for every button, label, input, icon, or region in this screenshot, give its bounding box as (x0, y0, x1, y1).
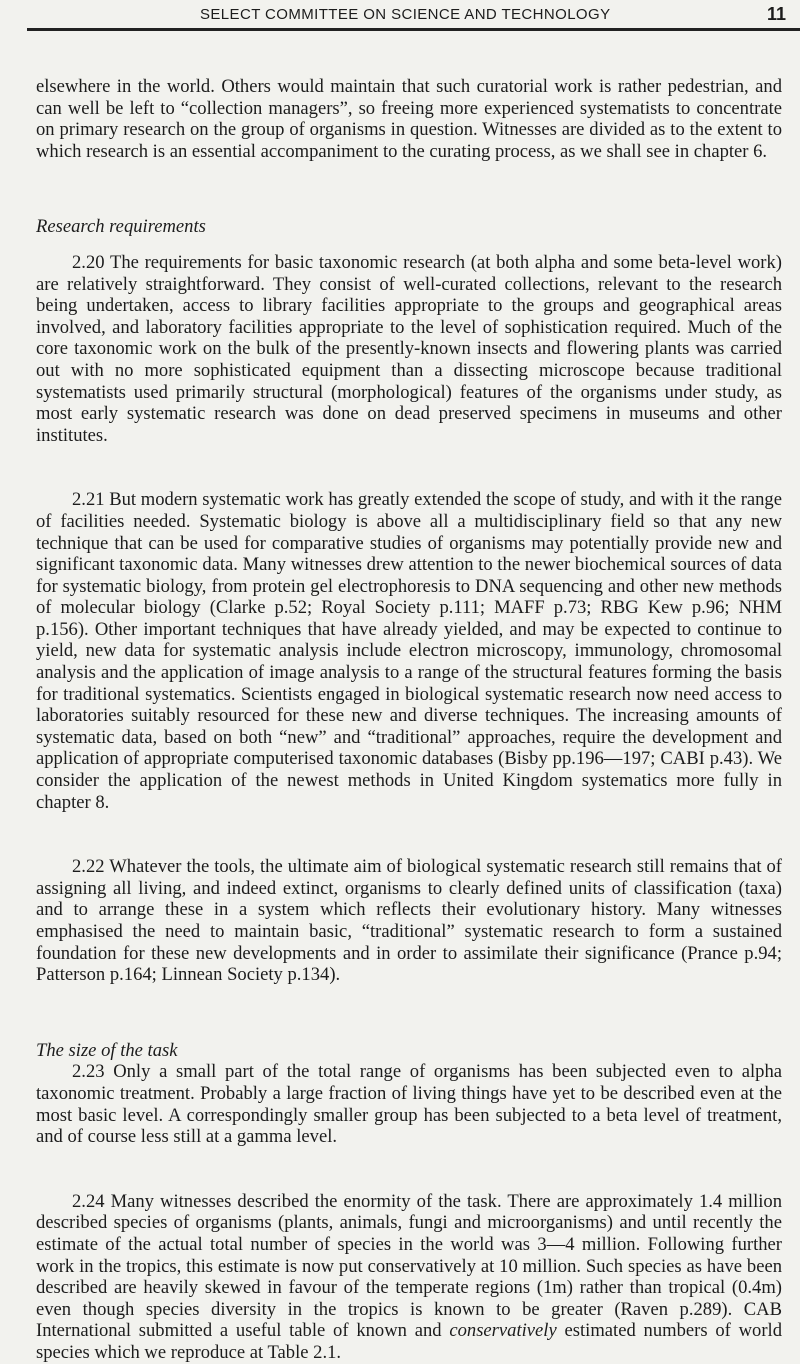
paragraph-2-22: 2.22 Whatever the tools, the ultimate aim of biological systematic research still remains that of assigning all living, and indeed extinct, organisms to clearly defined units of classification (taxa) and to arrange these in a system which reflects their evolutionary history. Many witnesses emphasised the need to maintain basic, “traditional” systematic research to form a sustained foundation for these new developments and in order to assimilate their significance (Prance p.94; Patterson p.164; Linnean Society p.134). (36, 856, 782, 986)
paragraph-2-23: 2.23 Only a small part of the total range of organisms has been subjected even to alpha taxonomic treatment. Probably a large fraction of living things have yet to be described even at the most basic level. A correspondingly smaller group has been subjected to a beta level of treatment, and of course less still at a gamma level. (36, 1061, 782, 1148)
spacer (36, 1148, 782, 1191)
paragraph-2-24-text-b: estimated numbers of world species which we reproduce at Table 2.1. (36, 1320, 782, 1363)
running-title: SELECT COMMITTEE ON SCIENCE AND TECHNOLOGY (200, 6, 611, 23)
spacer (36, 446, 782, 489)
paragraph-2-21: 2.21 But modern systematic work has greatly extended the scope of study, and with it the range of facilities needed. Systematic biology is above all a multidisciplinary field so that any new technique that can be used for comparative studies of organisms may potentially provide new and significant taxonomic data. Many witnesses drew attention to the newer biochemical sources of data for systematic biology, from protein gel electrophoresis to DNA sequencing and other new methods of molecular biology (Clarke p.52; Royal Society p.111; MAFF p.73; RBG Kew p.96; NHM p.156). Other important techniques that have already yielded, and may be expected to continue to yield, new data for systematic analysis include electron microscopy, immunology, chromosomal analysis and the application of image analysis to a range of the structural features forming the basis for traditional systematics. Scientists engaged in biological systematic research now need access to laboratories suitably resourced for these new and diverse techniques. The increasing amounts of systematic data, based on both “new” and “traditional” approaches, require the development and application of appropriate computerised taxonomic databases (Bisby pp.196—197; CABI p.43). We consider the application of the newest methods in United Kingdom systematics more fully in chapter 8. (36, 489, 782, 813)
paragraph-2-24 (36, 1191, 782, 1364)
paragraph-2-24-text-a: 2.24 Many witnesses described the enormity of the task. There are approximately 1.4 million described species of organisms (plants, animals, fungi and microorganisms) and until recently the estimate of the actual total number of species in the world was 3—4 million. Following further work in the tropics, this estimate is now put conservatively at 10 million. Such species as have been described are heavily skewed in favour of the temperate regions (1m) rather than tropical (0.4m) even though species diversity in the tropics is known to be greater (Raven p.289). CAB International submitted a useful table of known and (36, 1190, 782, 1342)
running-head (0, 4, 800, 24)
paragraph-intro: elsewhere in the world. Others would maintain that such curatorial work is rather pedestrian, and can well be left to “collection managers”, so freeing more experienced systematists to concentrate on primary research on the group of organisms in question. Witnesses are divided as to the extent to which research is an essential accompaniment to the curating process, as we shall see in chapter 6. (36, 76, 782, 162)
paragraph-2-24-emphasis: conservatively (449, 1320, 557, 1342)
page-number: 11 (766, 4, 786, 24)
spacer (36, 238, 782, 252)
section-heading-size-of-task: The size of the task (36, 1039, 178, 1061)
paragraph-2-20: 2.20 The requirements for basic taxonomic research (at both alpha and some beta-level work) are relatively straightforward. They consist of well-curated collections, relevant to the research being undertaken, access to library facilities appropriate to the groups and geographical areas involved, and laboratory facilities appropriate to the level of sophistication required. Much of the core taxonomic work on the bulk of the presently-known insects and flowering plants was carried out with no more sophisticated equipment than a dissecting microscope because traditional systematists used primarily structural (morphological) features of the organisms under study, as most early systematic research was done on dead preserved specimens in museums and other institutes. (36, 251, 782, 446)
spacer (36, 813, 782, 856)
section-heading-research-requirements: Research requirements (36, 216, 206, 238)
spacer (36, 986, 782, 1040)
spacer (36, 162, 782, 216)
body-text (36, 76, 782, 1364)
header-rule (27, 28, 800, 31)
